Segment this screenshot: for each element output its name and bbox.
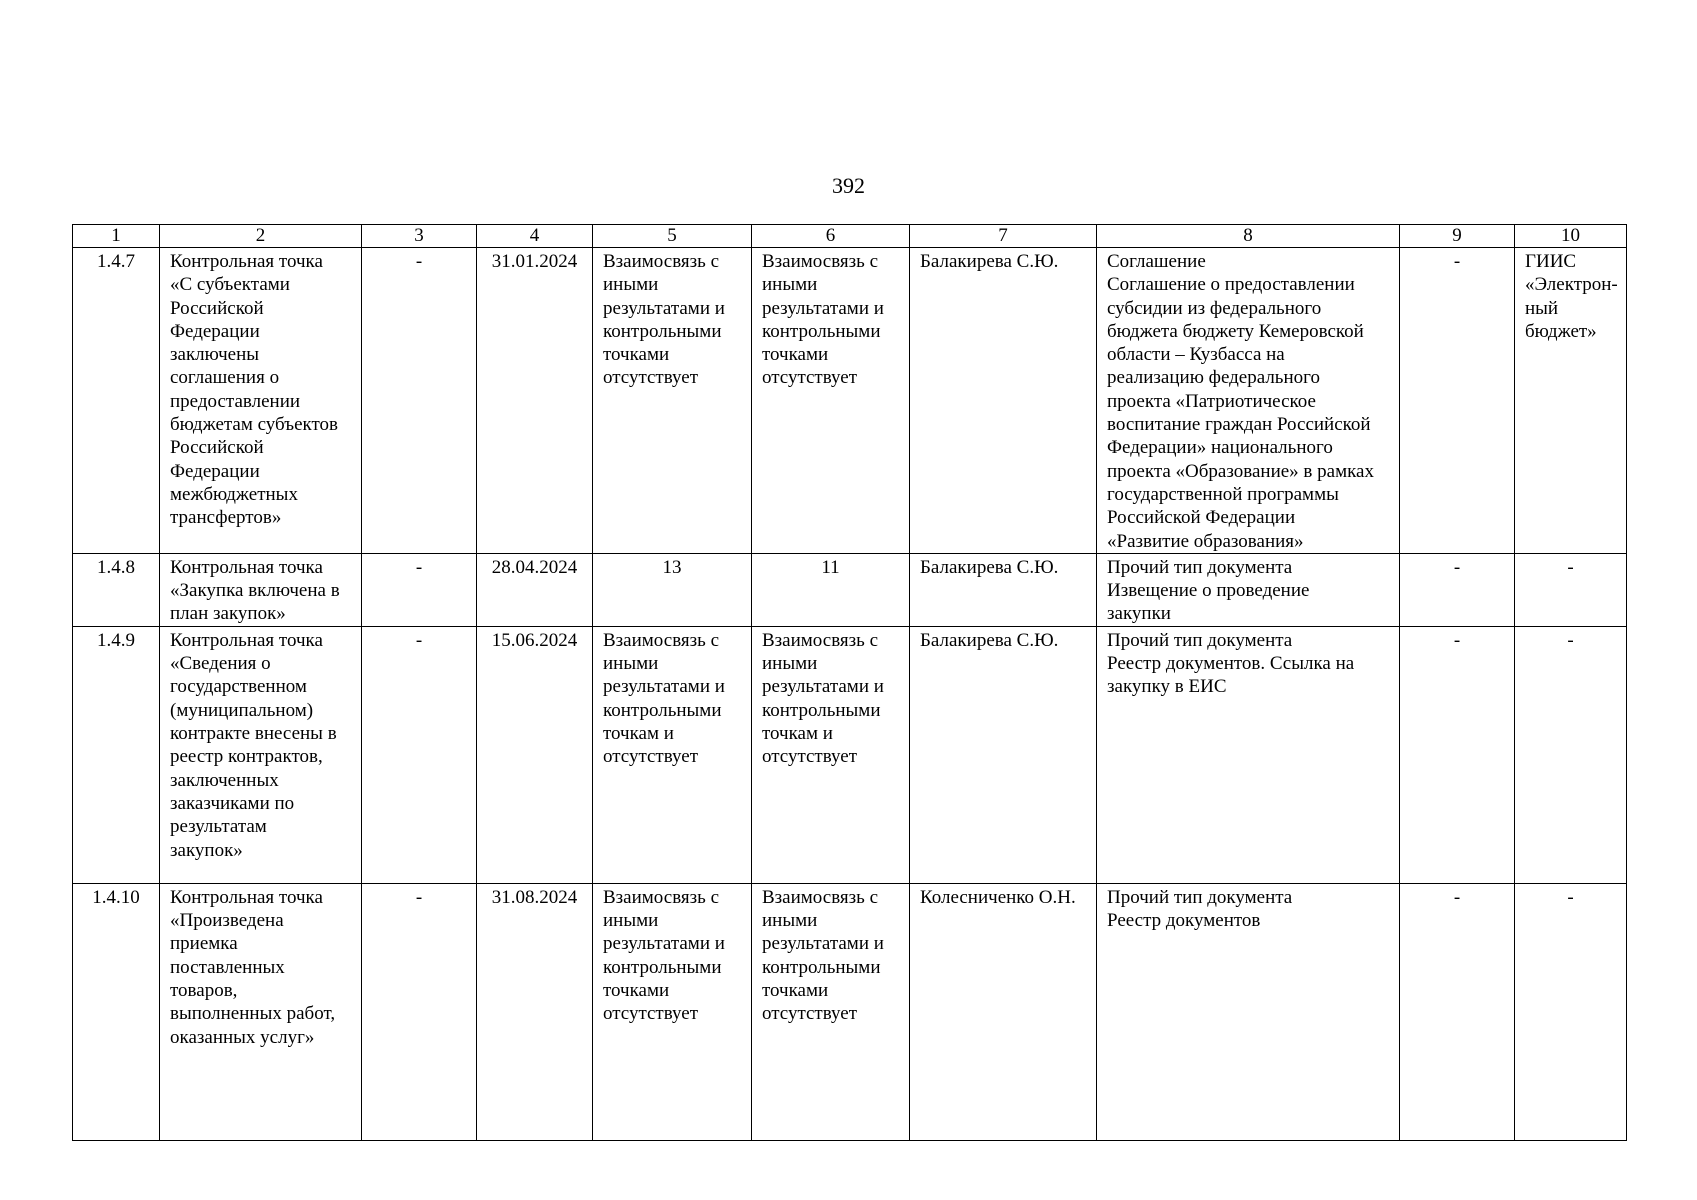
cell-text-line: «Развитие образования»	[1107, 530, 1304, 552]
row-number-cell: 1.4.9	[73, 626, 160, 883]
cell-text-line: заключены	[170, 344, 260, 366]
cell-text-line: трансфертов»	[170, 507, 282, 529]
deadline-date-cell: 31.01.2024	[477, 248, 593, 554]
cell-text-line: Взаимосвязь с	[762, 251, 879, 272]
cell-text-line: оказанных услуг»	[170, 1026, 315, 1048]
cell-text-line: иными	[762, 653, 818, 675]
cell-text-line: Прочий тип документа	[1107, 629, 1293, 651]
cell-text-line: -	[1567, 556, 1574, 578]
column-number: 4	[477, 225, 593, 248]
predecessor-link-cell	[593, 883, 752, 1140]
cell-text-line: государственной программы	[1107, 483, 1339, 505]
column-number: 3	[362, 225, 477, 248]
cell-text-line: результатами и	[603, 676, 725, 698]
cell-text-line: проекта «Образование» в рамках	[1107, 460, 1374, 482]
cell-text-line: Прочий тип документа	[1107, 886, 1293, 908]
cell-text-line: «С субъектами	[170, 274, 290, 296]
cell-text-line: точкам и	[762, 723, 833, 745]
cell-text-line: Взаимосвязь с	[603, 629, 720, 651]
cell-text-line: Реестр документов	[1107, 910, 1261, 932]
cell-text-line: отсутствует	[762, 367, 858, 389]
control-point-name-cell	[160, 626, 362, 883]
responsible-person-cell: Балакирева С.Ю.	[910, 626, 1097, 883]
cell-text-line: иными	[603, 653, 659, 675]
cell-text-line: Взаимосвязь с	[762, 629, 879, 651]
deadline-date-cell: 31.08.2024	[477, 883, 593, 1140]
row-number-cell: 1.4.8	[73, 553, 160, 626]
cell-text-line: области – Кузбасса на	[1107, 344, 1285, 366]
cell-text-line: 11	[821, 556, 840, 578]
cell-text-line: результатами и	[603, 933, 725, 955]
cell-text-line: план закупок»	[170, 603, 286, 625]
column-9-cell: -	[1400, 883, 1515, 1140]
cell-text-line: бюджета бюджету Кемеровской	[1107, 320, 1364, 342]
responsible-person-cell: Балакирева С.Ю.	[910, 248, 1097, 554]
cell-text-line: 13	[662, 556, 682, 578]
cell-text-line: закупок»	[170, 839, 243, 861]
cell-text-line: закупку в ЕИС	[1107, 676, 1227, 698]
cell-text-line: Российской Федерации	[1107, 507, 1296, 529]
table-row	[73, 883, 1627, 1140]
cell-text-line: закупки	[1107, 603, 1171, 625]
document-type-cell	[1097, 553, 1400, 626]
control-point-name-cell	[160, 883, 362, 1140]
responsible-person-cell: Колесниченко О.Н.	[910, 883, 1097, 1140]
cell-text-line: результатами и	[762, 676, 884, 698]
page-number: 392	[832, 173, 865, 198]
cell-text-line: выполненных работ,	[170, 1003, 336, 1025]
column-number: 2	[160, 225, 362, 248]
cell-text-line: бюджет»	[1525, 320, 1597, 342]
row-number-cell: 1.4.7	[73, 248, 160, 554]
information-system-cell	[1515, 553, 1627, 626]
cell-text-line: Контрольная точка	[170, 629, 323, 651]
cell-text-line: контрольными	[603, 956, 722, 978]
column-number: 9	[1400, 225, 1515, 248]
deadline-date-cell: 15.06.2024	[477, 626, 593, 883]
cell-text-line: Федерации» национального	[1107, 437, 1333, 459]
cell-text-line: отсутствует	[762, 1003, 858, 1025]
column-3-cell: -	[362, 883, 477, 1140]
cell-text-line: отсутствует	[603, 1003, 699, 1025]
information-system-cell	[1515, 248, 1627, 554]
column-number: 10	[1515, 225, 1627, 248]
column-number-row	[73, 225, 1627, 248]
cell-text-line: межбюджетных	[170, 483, 298, 505]
column-9-cell: -	[1400, 553, 1515, 626]
document-type-cell	[1097, 248, 1400, 554]
cell-text-line: государственном	[170, 676, 307, 698]
predecessor-link-cell	[593, 626, 752, 883]
column-number: 6	[752, 225, 910, 248]
information-system-cell	[1515, 883, 1627, 1140]
column-9-cell: -	[1400, 248, 1515, 554]
column-3-cell: -	[362, 248, 477, 554]
cell-text-line: ГИИС	[1525, 251, 1577, 272]
responsible-person-cell: Балакирева С.Ю.	[910, 553, 1097, 626]
cell-text-line: проекта «Патриотическое	[1107, 390, 1316, 412]
cell-text-line: иными	[762, 910, 818, 932]
cell-text-line: контрольными	[762, 320, 881, 342]
deadline-date-cell: 28.04.2024	[477, 553, 593, 626]
cell-text-line: Взаимосвязь с	[603, 251, 720, 272]
column-number: 8	[1097, 225, 1400, 248]
predecessor-link-cell	[593, 553, 752, 626]
cell-text-line: контрольными	[762, 956, 881, 978]
cell-text-line: точками	[603, 980, 670, 1002]
successor-link-cell	[752, 248, 910, 554]
cell-text-line: точками	[762, 980, 829, 1002]
cell-text-line: «Закупка включена в	[170, 580, 340, 602]
cell-text-line: Взаимосвязь с	[762, 886, 879, 908]
control-point-name-cell	[160, 553, 362, 626]
cell-text-line: отсутствует	[603, 367, 699, 389]
cell-text-line: Соглашение	[1107, 251, 1206, 272]
cell-text-line: отсутствует	[762, 746, 858, 768]
cell-text-line: точками	[762, 344, 829, 366]
cell-text-line: Федерации	[170, 320, 260, 342]
row-number-cell: 1.4.10	[73, 883, 160, 1140]
cell-text-line: ный	[1525, 297, 1559, 319]
column-9-cell: -	[1400, 626, 1515, 883]
cell-text-line: «Сведения о	[170, 653, 271, 675]
cell-text-line: приемка	[170, 933, 238, 955]
cell-text-line: контракте внесены в	[170, 723, 337, 745]
cell-text-line: результатами и	[762, 933, 884, 955]
cell-text-line: Соглашение о предоставлении	[1107, 274, 1355, 296]
cell-text-line: «Произведена	[170, 910, 284, 932]
control-points-table	[72, 224, 1627, 1141]
control-point-name-cell	[160, 248, 362, 554]
cell-text-line: заказчиками по	[170, 792, 295, 814]
cell-text-line: субсидии из федерального	[1107, 297, 1322, 319]
cell-text-line: контрольными	[762, 699, 881, 721]
cell-text-line: результатами и	[762, 297, 884, 319]
successor-link-cell	[752, 553, 910, 626]
cell-text-line: товаров,	[170, 980, 238, 1002]
cell-text-line: Контрольная точка	[170, 251, 323, 272]
cell-text-line: результатам	[170, 816, 267, 838]
column-number: 5	[593, 225, 752, 248]
cell-text-line: -	[1567, 629, 1574, 651]
cell-text-line: поставленных	[170, 956, 285, 978]
cell-text-line: Реестр документов. Ссылка на	[1107, 653, 1355, 675]
cell-text-line: Контрольная точка	[170, 886, 323, 908]
cell-text-line: (муниципальном)	[170, 699, 314, 721]
cell-text-line: Российской	[170, 437, 264, 459]
column-number: 1	[73, 225, 160, 248]
cell-text-line: бюджетам субъектов	[170, 414, 339, 436]
predecessor-link-cell	[593, 248, 752, 554]
successor-link-cell	[752, 626, 910, 883]
cell-text-line: Извещение о проведение	[1107, 580, 1310, 602]
cell-text-line: результатами и	[603, 297, 725, 319]
cell-text-line: Контрольная точка	[170, 556, 323, 578]
cell-text-line: реестр контрактов,	[170, 746, 323, 768]
column-3-cell: -	[362, 553, 477, 626]
cell-text-line: иными	[603, 274, 659, 296]
column-3-cell: -	[362, 626, 477, 883]
table-row	[73, 248, 1627, 554]
cell-text-line: заключенных	[170, 769, 279, 791]
cell-text-line: предоставлении	[170, 390, 301, 412]
cell-text-line: контрольными	[603, 320, 722, 342]
cell-text-line: -	[1567, 886, 1574, 908]
cell-text-line: точкам и	[603, 723, 674, 745]
cell-text-line: иными	[762, 274, 818, 296]
cell-text-line: соглашения о	[170, 367, 280, 389]
cell-text-line: реализацию федерального	[1107, 367, 1320, 389]
cell-text-line: Федерации	[170, 460, 260, 482]
cell-text-line: контрольными	[603, 699, 722, 721]
cell-text-line: Российской	[170, 297, 264, 319]
successor-link-cell	[752, 883, 910, 1140]
table-body	[73, 225, 1627, 1141]
document-type-cell	[1097, 626, 1400, 883]
information-system-cell	[1515, 626, 1627, 883]
cell-text-line: воспитание граждан Российской	[1107, 414, 1371, 436]
cell-text-line: Прочий тип документа	[1107, 556, 1293, 578]
table-row	[73, 553, 1627, 626]
cell-text-line: «Электрон-	[1525, 274, 1618, 296]
cell-text-line: точками	[603, 344, 670, 366]
column-number: 7	[910, 225, 1097, 248]
cell-text-line: отсутствует	[603, 746, 699, 768]
cell-text-line: иными	[603, 910, 659, 932]
document-type-cell	[1097, 883, 1400, 1140]
cell-text-line: Взаимосвязь с	[603, 886, 720, 908]
table-row	[73, 626, 1627, 883]
